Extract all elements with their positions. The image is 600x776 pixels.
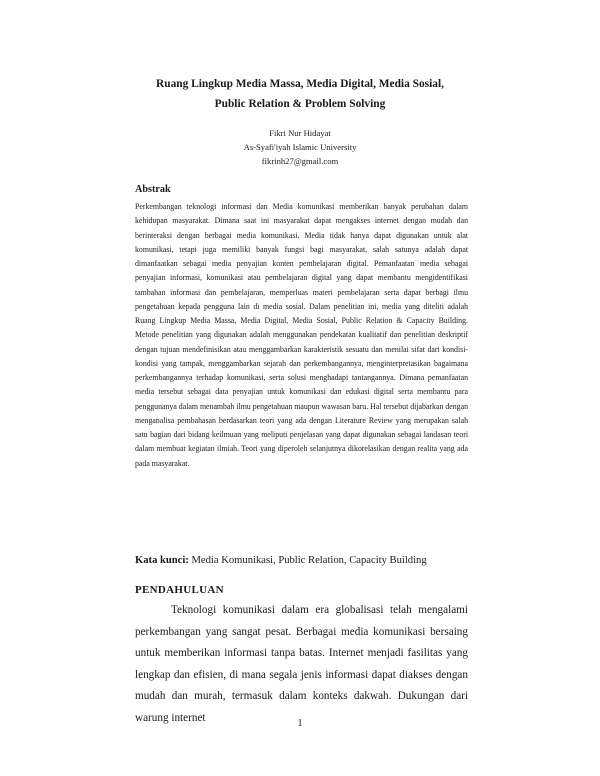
intro-paragraph: Teknologi komunikasi dalam era globalisasi telah mengalami perkembangan yang sangat pesat. Berbagai media komunikasi bersaing untuk memberikan informasi tanpa batas. Internet menjadi fasilitas yang lengkap dan efisien, di mana segala jenis informasi dapat diakses dengan mudah dan murah, termasuk dalam konteks dakwah. Dukungan dari warung internet [135,604,468,724]
keywords [135,555,427,566]
paper-title-line-1: Ruang Lingkup Media Massa, Media Digital, Media Sosial, [156,78,444,90]
author-email: fikrinh27@gmail.com [261,156,339,166]
section-heading-pendahuluan: PENDAHULUAN [135,584,224,596]
author-affiliation: As-Syafi'iyah Islamic University [243,142,357,152]
page-number: 1 [297,718,303,729]
keywords-list: Media Komunikasi, Public Relation, Capacity Building [191,555,427,566]
author-name: Fikri Nur Hidayat [269,128,331,138]
abstract-heading: Abstrak [135,184,171,195]
abstract-text: Perkembangan teknologi informasi dan Media komunikasi memberikan banyak perubahan dalam kehidupan masyarakat. Dimana saat ini masyarakat dapat mengakses internet dengan mudah dan berinteraksi dengan berbagai media komunikasi. Media tidak hanya dapat digunakan untuk alat komunikasi, tetapi juga memiliki banyak fungsi bagi masyarakat, salah satunya adalah dapat dimanfaatkan sebagai media penyajian konten pembelajaran digital. Pemanfaatan media sebagai penyajian informasi, komunikasi atau pembelajaran digital yang dapat membantu mengidentifikasi tambahan informasi dan pembelajaran, memperluas materi pembelajaran serta dapat berbagi ilmu pengetahuan kepada pengguna lain di media sosial. Dalam penelitian ini, media yang diteliti adalah Ruang Lingkup Media Massa, Media Digital, Media Sosial, Public Relation & Capacity Building. Metode penelitian yang digunakan adalah menggunakan pendekatan kualitatif dan penelitian deskriptif dengan tujuan mendefinisikan atau menggambarkan karakteristik sesuatu dan menilai sifat dari kondisi-kondisi yang tampak, menggambarkan sejarah dan perkembangannya, menginterpretasikan bagaimana perkembangannya terhadap komunikasi, serta solusi menghadapi tantangannya. Dimana pemanfaatan media tersebut sebagai data penyajian untuk komunikasi dan edukasi digital serta membantu para penggunanya dalam menambah ilmu pengetahuan maupun wawasan baru. Hal tersebut dijabarkan dengan menganalisa pembahasan berdasarkan teori yang ada dengan Literature Review yang merupakan salah satu bagian dari bidang keilmuan yang meliputi penjelasan yang dapat digunakan sebagai landasan teori dalam membuat kegiatan ilmiah. Teori yang diperoleh selanjutnya dikorelasikan dengan realita yang ada pada masyarakat. [135,202,468,468]
keywords-label: Kata kunci: [135,555,189,566]
paper-title-line-2: Public Relation & Problem Solving [214,98,386,110]
